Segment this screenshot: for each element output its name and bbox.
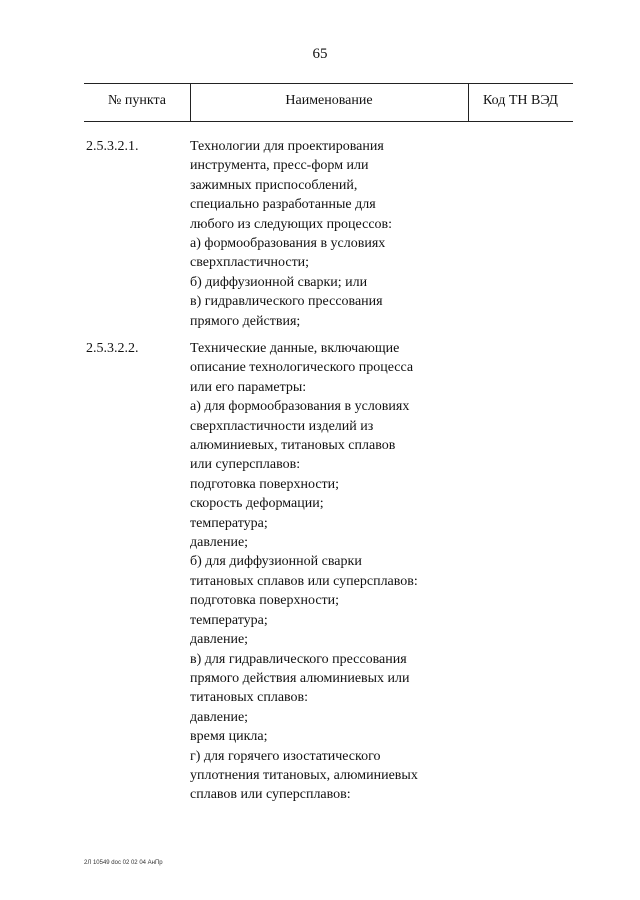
description-line: а) для формообразования в условиях xyxy=(190,399,410,415)
description-line: сверхпластичности изделий из xyxy=(190,418,374,434)
description-line: сверхпластичности; xyxy=(190,255,310,271)
description-line: подготовка поверхности; xyxy=(190,476,340,492)
description-line: алюминиевых, титановых сплавов xyxy=(190,438,396,454)
description-line: скорость деформации; xyxy=(190,496,324,512)
description-line: Технические данные, включающие xyxy=(190,341,400,356)
description-line: давление; xyxy=(190,535,249,551)
table-top-rule xyxy=(84,83,573,84)
description-line: давление; xyxy=(190,709,249,725)
description-line: сплавов или суперсплавов: xyxy=(190,787,351,803)
description-line: Технологии для проектирования xyxy=(190,139,384,154)
description-line: зажимных приспособлений, xyxy=(190,177,358,193)
description-line: а) формообразования в условиях xyxy=(190,236,386,252)
description-line: прямого действия алюминиевых или xyxy=(190,670,410,686)
description-line: в) для гидравлического прессования xyxy=(190,651,407,667)
description-line: или его параметры: xyxy=(190,379,307,395)
table-header-bottom-rule xyxy=(84,121,573,122)
description-line: г) для горячего изостатического xyxy=(190,748,381,764)
description-line: или суперсплавов: xyxy=(190,457,301,473)
description-line: б) диффузионной сварки; или xyxy=(190,274,368,290)
description-line: прямого действия; xyxy=(190,313,301,329)
description-line: давление; xyxy=(190,632,249,648)
description-line: время цикла; xyxy=(190,729,268,745)
document-footer-code: 2Л 10549 doc 02 02 04 АнПр xyxy=(84,860,163,866)
header-item-number: № пункта xyxy=(108,93,166,108)
description-line: инструмента, пресс-форм или xyxy=(190,158,369,174)
page-number: 65 xyxy=(312,46,328,62)
description-line: титановых сплавов или суперсплавов: xyxy=(190,573,418,589)
description-line: специально разработанные для xyxy=(190,197,376,213)
description-line: подготовка поверхности; xyxy=(190,593,340,609)
row-2-number: 2.5.3.2.2. xyxy=(86,341,139,356)
description-line: температура; xyxy=(190,612,268,628)
description-line: уплотнения титановых, алюминиевых xyxy=(190,767,418,783)
description-line: описание технологического процесса xyxy=(190,360,414,376)
row-1-description xyxy=(190,137,470,331)
row-2-description xyxy=(190,339,470,805)
header-name: Наименование xyxy=(285,93,373,108)
description-line: температура; xyxy=(190,515,268,531)
description-line: любого из следующих процессов: xyxy=(190,216,393,232)
description-line: в) гидравлического прессования xyxy=(190,294,383,310)
description-line: титановых сплавов: xyxy=(190,690,309,706)
header-code: Код ТН ВЭД xyxy=(483,93,558,108)
row-1-number: 2.5.3.2.1. xyxy=(86,139,139,154)
description-line: б) для диффузионной сварки xyxy=(190,554,362,570)
